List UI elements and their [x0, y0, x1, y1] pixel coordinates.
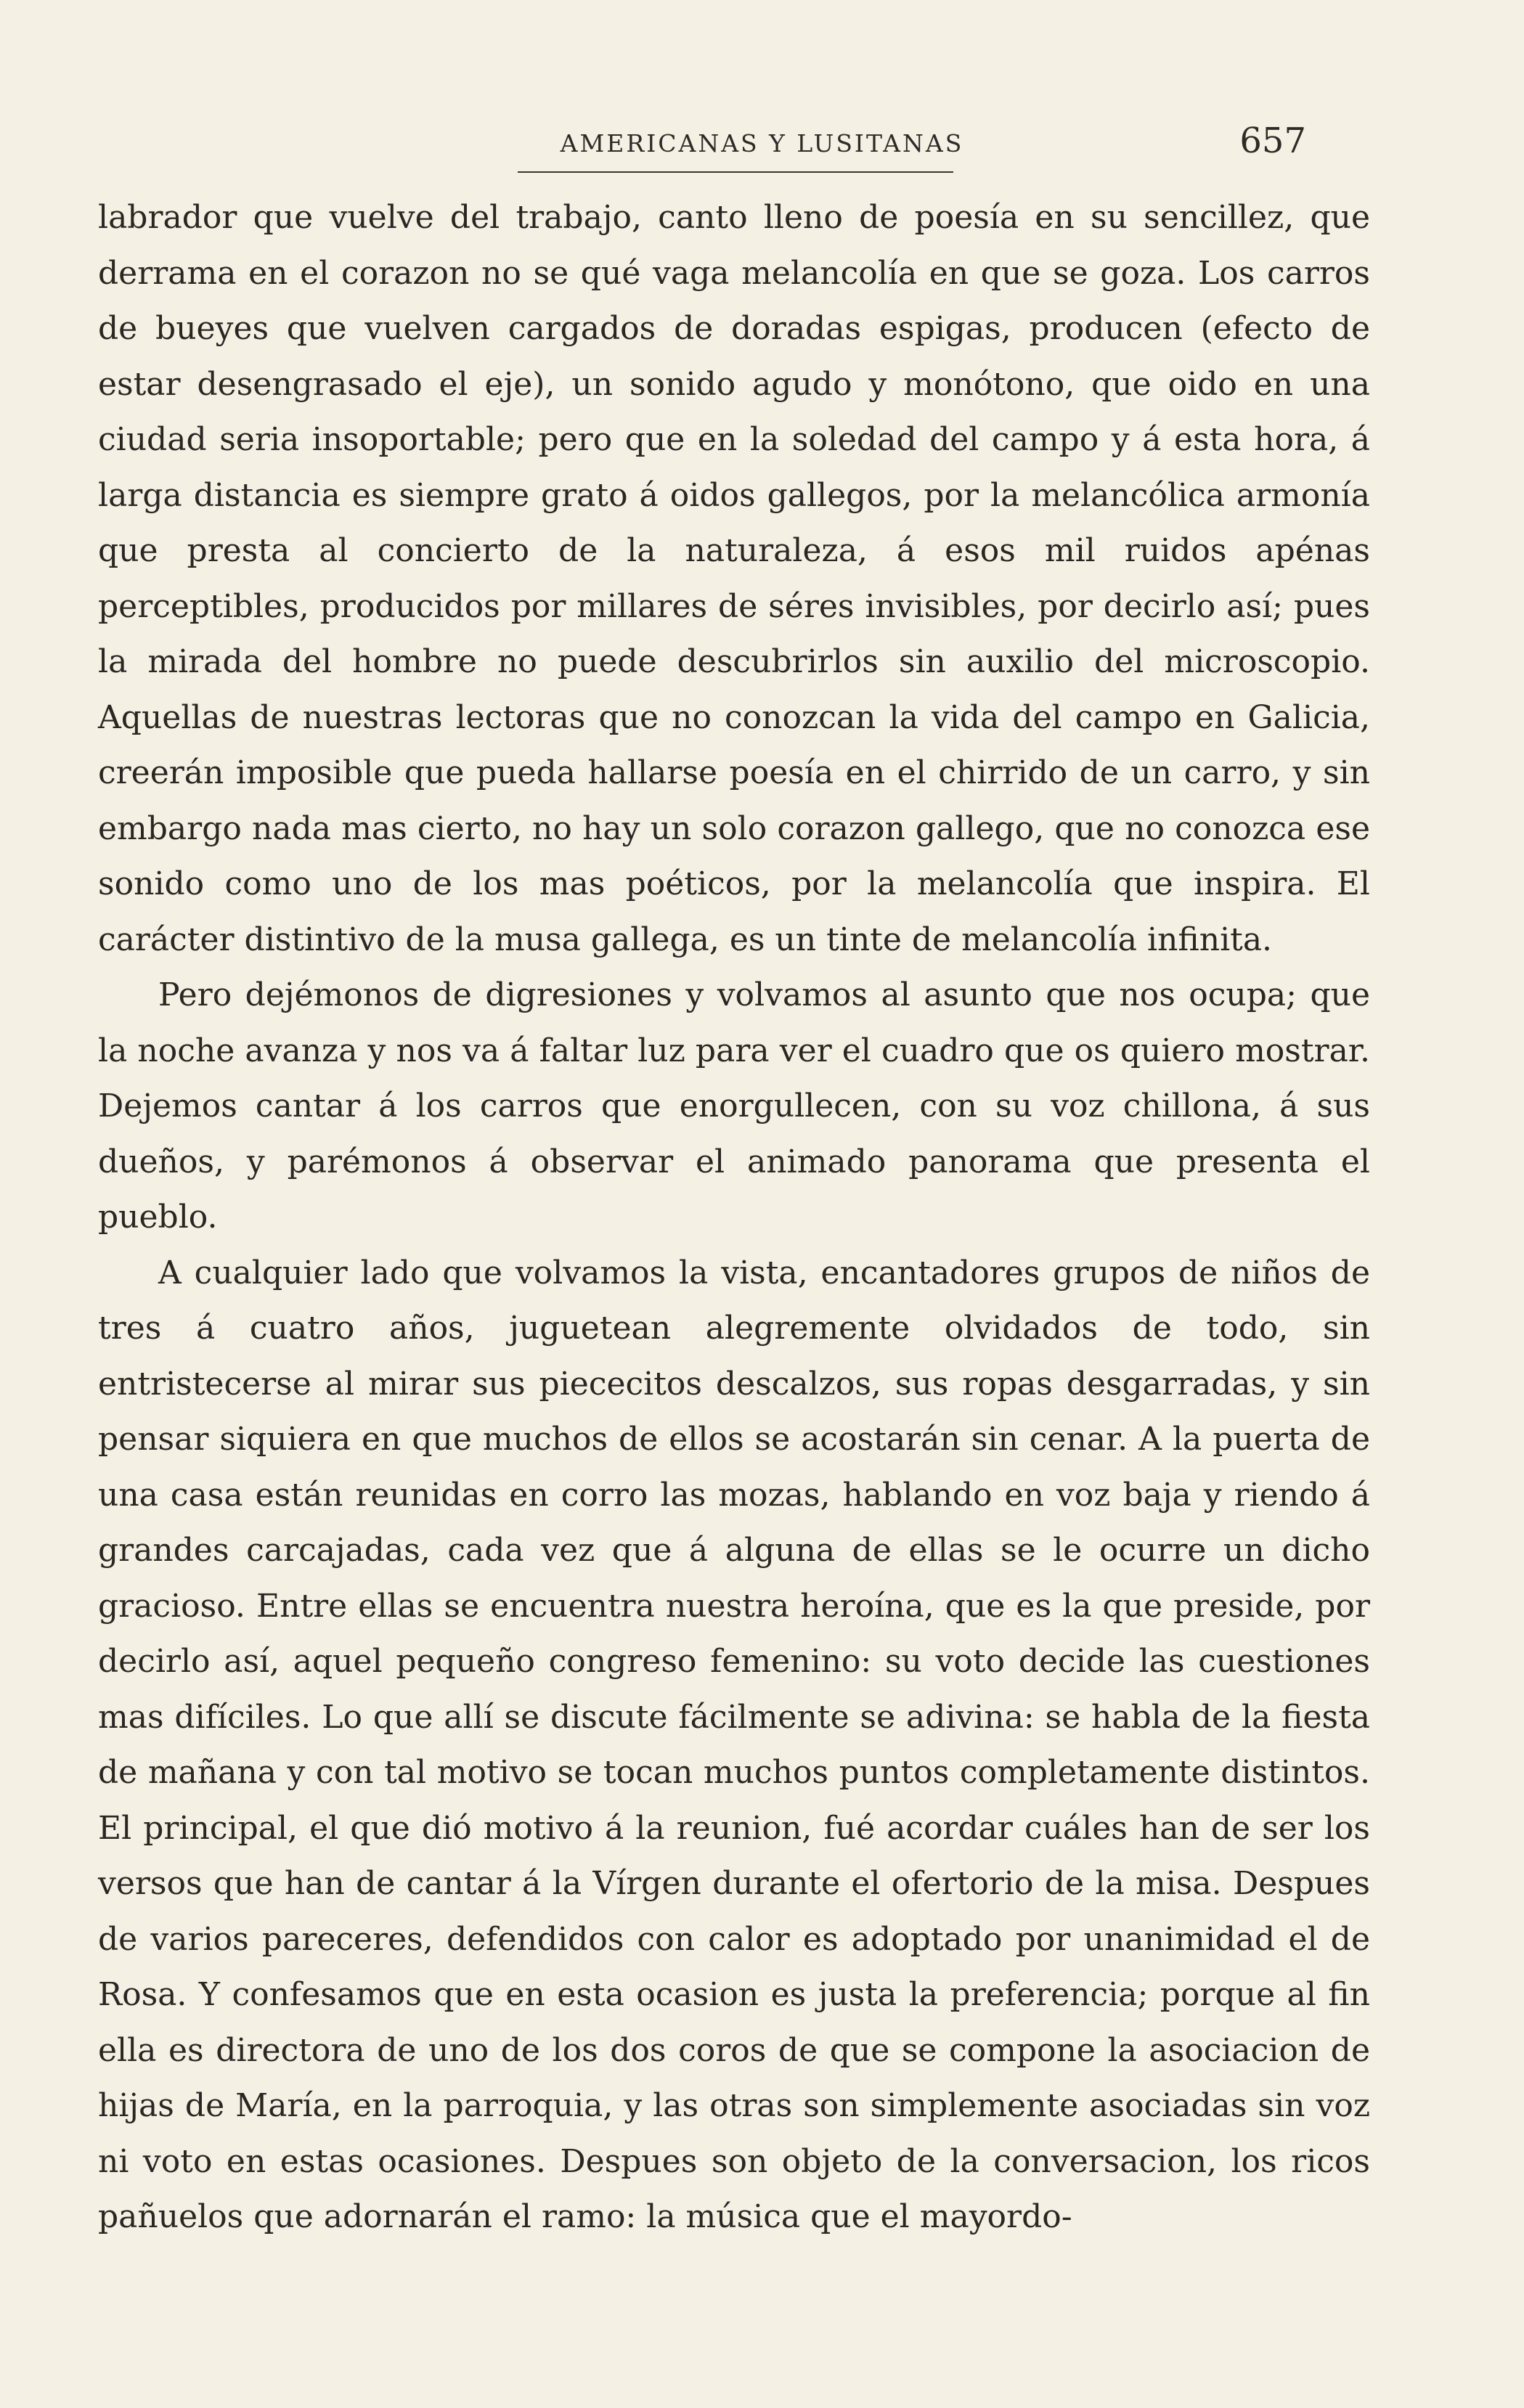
paragraph: Pero dejémonos de digresiones y volvamos al asunto que nos ocupa; que la noche avanza y nos va á faltar luz para ver el cuadro que os quiero mostrar. Dejemos cantar á los carros que enorgullecen, con su voz chillona, á sus dueños, y parémonos á observar el animado panorama que presenta el pueblo. [98, 976, 1370, 1236]
body-text [98, 190, 1370, 2245]
page-header [0, 116, 1524, 174]
page-number: 657 [1239, 121, 1306, 161]
paragraph: A cualquier lado que volvamos la vista, encantadores grupos de niños de tres á cuatro años, juguetean alegremente olvidados de todo, sin entristecerse al mirar sus piececitos descalzos, sus ropas desgarradas, y sin pensar siquiera en que muchos de ellos se acostarán sin cenar. A la puerta de una casa están reunidas en corro las mozas, hablando en voz baja y riendo á grandes carcajadas, cada vez que á alguna de ellas se le ocurre un dicho gracioso. Entre ellas se encuentra nuestra heroína, que es la que preside, por decirlo así, aquel pequeño congreso femenino: su voto decide las cuestiones mas difíciles. Lo que allí se discute fácilmente se adivina: se habla de la fiesta de mañana y con tal motivo se tocan muchos puntos completamente distintos. El principal, el que dió motivo á la reunion, fué acordar cuáles han de ser los versos que han de cantar á la Vírgen durante el ofertorio de la misa. Despues de varios pareceres, defendidos con calor es adoptado por unanimidad el de Rosa. Y confesamos que en esta ocasion es justa la preferencia; porque al fin ella es directora de uno de los dos coros de que se compone la asociacion de hijas de María, en la parroquia, y las otras son simplemente asociadas sin voz ni voto en estas ocasiones. Despues son objeto de la conversacion, los ricos pañuelos que adornarán el ramo: la música que el mayordo- [98, 1254, 1370, 2235]
header-rule [518, 171, 953, 173]
running-title: AMERICANAS Y LUSITANAS [560, 129, 964, 158]
paragraph: labrador que vuelve del trabajo, canto lleno de poesía en su sencillez, que derrama en el corazon no se qué vaga melancolía en que se goza. Los carros de bueyes que vuelven cargados de doradas espigas, producen (efecto de estar desengrasado el eje), un sonido agudo y monótono, que oido en una ciudad seria insoportable; pero que en la soledad del campo y á esta hora, á larga distancia es siempre grato á oidos gallegos, por la melancólica armonía que presta al concierto de la naturaleza, á esos mil ruidos apénas perceptibles, producidos por millares de séres invisibles, por decirlo así; pues la mirada del hombre no puede descubrirlos sin auxilio del microscopio. Aquellas de nuestras lectoras que no conozcan la vida del campo en Galicia, creerán imposible que pueda hallarse poesía en el chirrido de un carro, y sin embargo nada mas cierto, no hay un solo corazon gallego, que no conozca ese sonido como uno de los mas poéticos, por la melancolía que inspira. El carácter distintivo de la musa gallega, es un tinte de melancolía infinita. [98, 199, 1370, 958]
